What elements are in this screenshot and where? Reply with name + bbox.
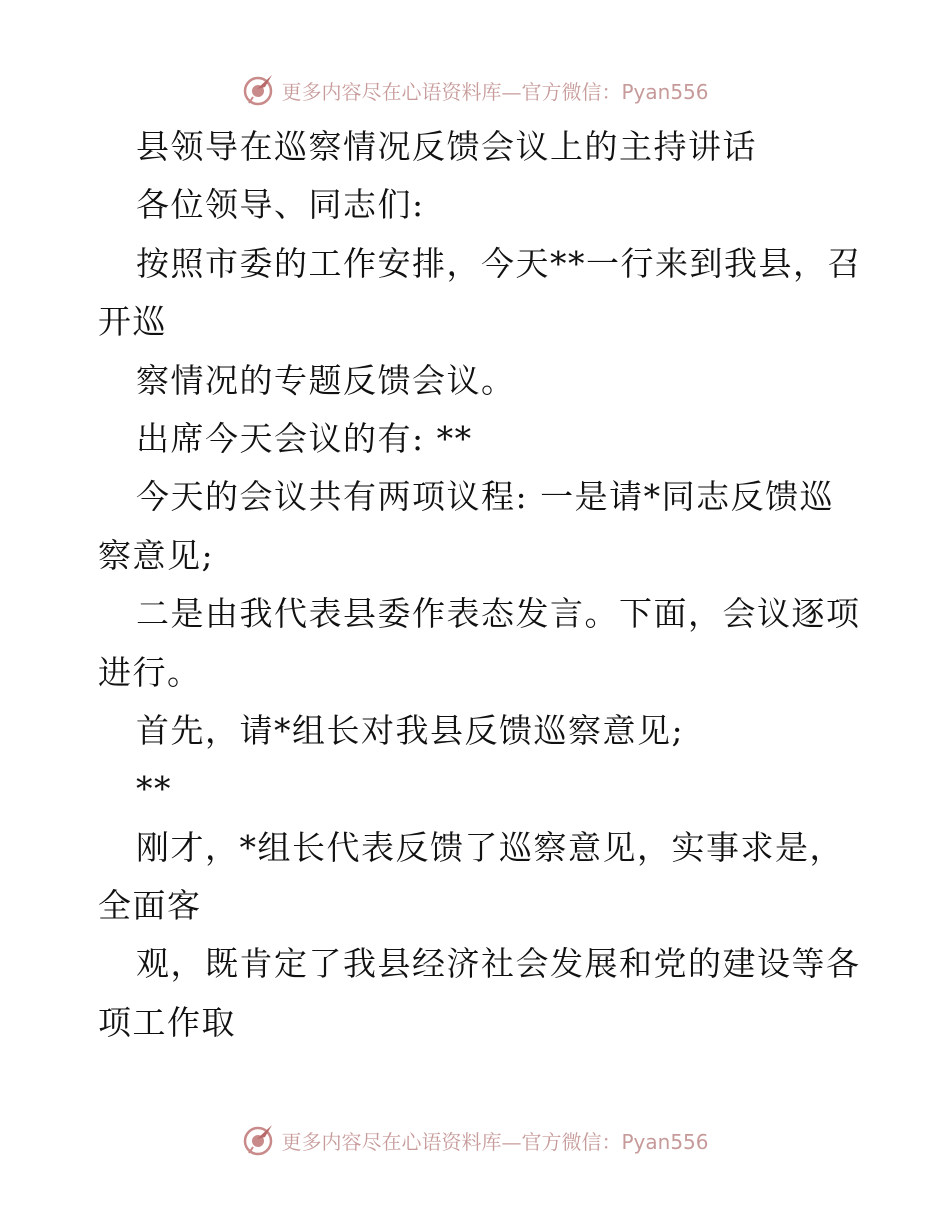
paragraph-line: 开巡: [98, 302, 167, 342]
footer-watermark: [0, 1120, 950, 1160]
paragraph-line: 按照市委的工作安排，今天**一行来到我县，召: [136, 243, 862, 283]
paragraph-line: 进行。: [98, 652, 202, 692]
paragraph-line: 刚才，*组长代表反馈了巡察意见，实事求是，: [136, 827, 844, 867]
paragraph-line: 观，既肯定了我县经济社会发展和党的建设等各: [136, 944, 861, 984]
paragraph-line: 察意见;: [98, 535, 215, 575]
watermark-text: 更多内容尽在心语资料库—官方微信：: [281, 79, 622, 104]
paragraph-line: 项工作取: [98, 1002, 236, 1042]
header-watermark: [0, 70, 950, 110]
watermark-account: Pyan556: [621, 1129, 709, 1154]
document-title: 县领导在巡察情况反馈会议上的主持讲话: [136, 127, 757, 166]
paragraph-line: 今天的会议共有两项议程: 一是请*同志反馈巡: [136, 477, 835, 517]
quill-logo-icon: [241, 73, 275, 107]
paragraph-line: 首先，请*组长对我县反馈巡察意见;: [136, 710, 685, 750]
paragraph-line: 全面客: [98, 886, 202, 926]
quill-logo-icon: [241, 1123, 275, 1157]
paragraph-line: 察情况的专题反馈会议。: [136, 360, 516, 400]
paragraph-line: 各位领导、同志们:: [136, 185, 425, 225]
watermark-text: 更多内容尽在心语资料库—官方微信：: [281, 1129, 622, 1154]
document-body: [98, 118, 862, 1052]
watermark-account: Pyan556: [621, 79, 709, 104]
paragraph-line: **: [136, 769, 172, 809]
paragraph-line: 出席今天会议的有: **: [136, 418, 473, 458]
paragraph-line: 二是由我代表县委作表态发言。下面，会议逐项: [136, 594, 861, 634]
